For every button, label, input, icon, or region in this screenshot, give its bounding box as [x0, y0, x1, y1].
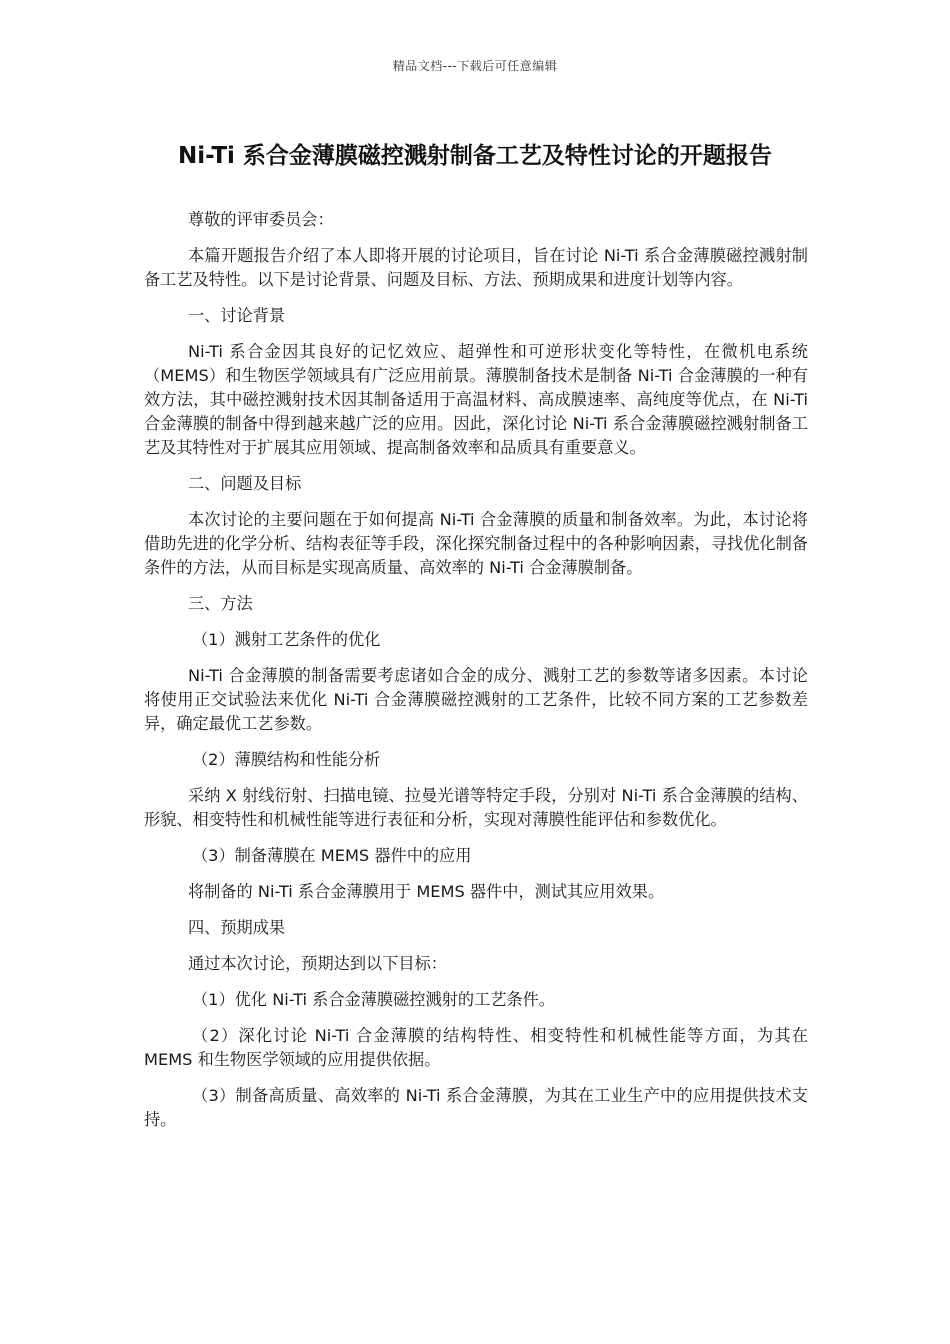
- method-3-paragraph: 将制备的 Ni-Ti 系合金薄膜用于 MEMS 器件中，测试其应用效果。: [188, 882, 665, 901]
- expected-result-3: （3）制备高质量、高效率的 Ni-Ti 系合金薄膜，为其在工业生产中的应用提供技术支持。: [144, 1086, 808, 1129]
- method-3-heading: （3）制备薄膜在 MEMS 器件中的应用: [192, 846, 472, 865]
- method-2-paragraph: 采纳 X 射线衍射、扫描电镜、拉曼光谱等特定手段，分别对 Ni-Ti 系合金薄膜的结构、形貌、相变特性和机械性能等进行表征和分析，实现对薄膜性能评估和参数优化。: [144, 786, 808, 829]
- method-2-heading: （2）薄膜结构和性能分析: [192, 750, 381, 769]
- expected-result-2: （2）深化讨论 Ni-Ti 合金薄膜的结构特性、相变特性和机械性能等方面，为其在 MEMS 和生物医学领域的应用提供依据。: [144, 1026, 808, 1069]
- expected-results-intro: 通过本次讨论，预期达到以下目标：: [188, 954, 447, 973]
- header-note: 精品文档---下载后可任意编辑: [392, 59, 558, 73]
- document-title: Ni-Ti 系合金薄膜磁控溅射制备工艺及特性讨论的开题报告: [178, 143, 772, 169]
- intro-paragraph: 本篇开题报告介绍了本人即将开展的讨论项目，旨在讨论 Ni-Ti 系合金薄膜磁控溅射制备工艺及特性。以下是讨论背景、问题及目标、方法、预期成果和进度计划等内容。: [144, 246, 808, 289]
- section-heading-methods: 三、方法: [188, 594, 253, 613]
- problems-goals-paragraph: 本次讨论的主要问题在于如何提高 Ni-Ti 合金薄膜的质量和制备效率。为此，本讨论将借助先进的化学分析、结构表征等手段，深化探究制备过程中的各种影响因素，寻找优化制备条件的方法，从而目标是实现高质量、高效率的 Ni-Ti 合金薄膜制备。: [144, 510, 808, 577]
- method-1-heading: （1）溅射工艺条件的优化: [192, 630, 381, 649]
- section-heading-background: 一、讨论背景: [188, 306, 286, 325]
- document-body: [144, 208, 808, 1144]
- salutation: 尊敬的评审委员会：: [188, 210, 334, 229]
- section-heading-problems-goals: 二、问题及目标: [188, 474, 302, 493]
- background-paragraph: Ni-Ti 系合金因其良好的记忆效应、超弹性和可逆形状变化等特性，在微机电系统（MEMS）和生物医学领域具有广泛应用前景。薄膜制备技术是制备 Ni-Ti 合金薄膜的一种有效方法，其中磁控溅射技术因其制备适用于高温材料、高成膜速率、高纯度等优点，在 Ni-Ti 合金薄膜的制备中得到越来越广泛的应用。因此，深化讨论 Ni-Ti 系合金薄膜磁控溅射制备工艺及其特性对于扩展其应用领域、提高制备效率和品质具有重要意义。: [144, 342, 808, 457]
- method-1-paragraph: Ni-Ti 合金薄膜的制备需要考虑诸如合金的成分、溅射工艺的参数等诸多因素。本讨论将使用正交试验法来优化 Ni-Ti 合金薄膜磁控溅射的工艺条件，比较不同方案的工艺参数差异，确定最优工艺参数。: [144, 666, 808, 733]
- section-heading-expected-results: 四、预期成果: [188, 918, 286, 937]
- expected-result-1: （1）优化 Ni-Ti 系合金薄膜磁控溅射的工艺条件。: [192, 990, 555, 1009]
